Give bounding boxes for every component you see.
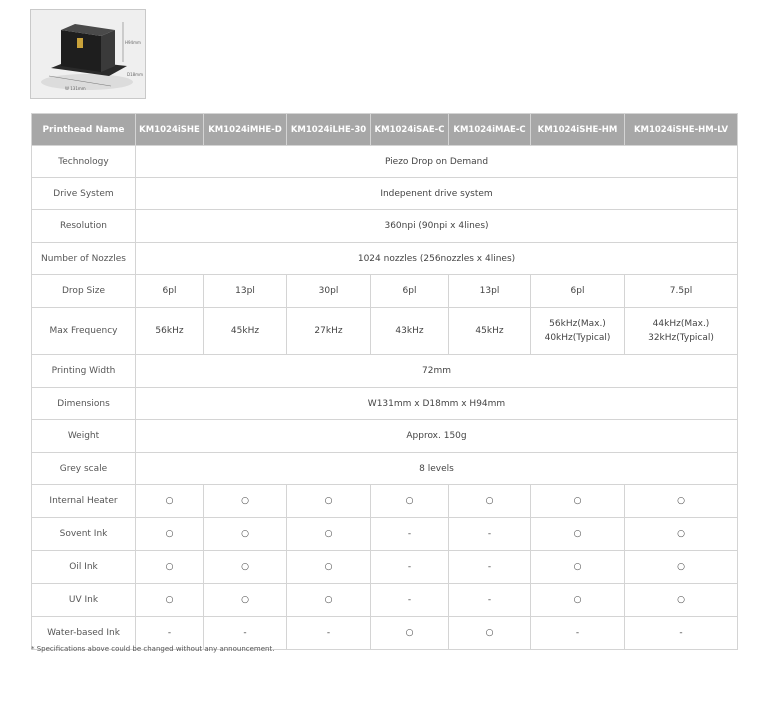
header-model: KM1024iMHE-D bbox=[204, 114, 287, 146]
drop-size-cell: 13pl bbox=[204, 275, 287, 308]
header-model: KM1024iSHE-HM bbox=[531, 114, 625, 146]
compatibility-mark: - bbox=[136, 617, 204, 650]
row-value: 8 levels bbox=[136, 453, 738, 485]
header-model: KM1024iMAE-C bbox=[449, 114, 531, 146]
specification-table bbox=[31, 113, 738, 650]
table-row-grey-scale bbox=[32, 453, 738, 485]
drop-size-cell: 7.5pl bbox=[625, 275, 738, 308]
row-label: Resolution bbox=[32, 210, 136, 243]
row-label: Weight bbox=[32, 420, 136, 453]
table-row-max-frequency bbox=[32, 308, 738, 355]
svg-text:W 131mm: W 131mm bbox=[65, 86, 86, 91]
row-label: Oil Ink bbox=[32, 551, 136, 584]
row-value: Indepenent drive system bbox=[136, 178, 738, 210]
table-row-compatibility bbox=[32, 485, 738, 518]
table-row-resolution bbox=[32, 210, 738, 243]
row-label: Technology bbox=[32, 146, 136, 178]
compatibility-mark: ○ bbox=[625, 485, 738, 518]
header-model: KM1024iSHE-HM-LV bbox=[625, 114, 738, 146]
compatibility-rows bbox=[32, 485, 738, 650]
compatibility-mark: ○ bbox=[449, 617, 531, 650]
table-row-technology bbox=[32, 146, 738, 178]
row-value: Piezo Drop on Demand bbox=[136, 146, 738, 178]
drop-size-cell: 6pl bbox=[371, 275, 449, 308]
table-header-row bbox=[32, 114, 738, 146]
compatibility-mark: ○ bbox=[204, 485, 287, 518]
header-model: KM1024iLHE-30 bbox=[287, 114, 371, 146]
row-label: Drop Size bbox=[32, 275, 136, 308]
compatibility-mark: ○ bbox=[204, 584, 287, 617]
row-value: W131mm x D18mm x H94mm bbox=[136, 388, 738, 420]
header-model: KM1024iSAE-C bbox=[371, 114, 449, 146]
printhead-product-image bbox=[30, 9, 146, 99]
frequency-cell-hm bbox=[531, 308, 625, 355]
compatibility-mark: ○ bbox=[531, 584, 625, 617]
row-label: Sovent Ink bbox=[32, 518, 136, 551]
header-model: KM1024iSHE bbox=[136, 114, 204, 146]
frequency-cell: 27kHz bbox=[287, 308, 371, 355]
compatibility-mark: - bbox=[204, 617, 287, 650]
compatibility-mark: - bbox=[449, 518, 531, 551]
frequency-typical: 40kHz(Typical) bbox=[544, 333, 611, 343]
compatibility-mark: ○ bbox=[531, 518, 625, 551]
compatibility-mark: ○ bbox=[287, 551, 371, 584]
compatibility-mark: - bbox=[371, 551, 449, 584]
frequency-cell: 45kHz bbox=[204, 308, 287, 355]
compatibility-mark: ○ bbox=[136, 551, 204, 584]
row-label: Number of Nozzles bbox=[32, 243, 136, 275]
compatibility-mark: ○ bbox=[136, 518, 204, 551]
compatibility-mark: ○ bbox=[136, 485, 204, 518]
svg-text:H94mm: H94mm bbox=[125, 40, 141, 45]
table-row-compatibility bbox=[32, 518, 738, 551]
compatibility-mark: ○ bbox=[287, 485, 371, 518]
svg-text:D18mm: D18mm bbox=[127, 72, 143, 77]
table-row-drop-size bbox=[32, 275, 738, 308]
compatibility-mark: ○ bbox=[531, 485, 625, 518]
row-value: 72mm bbox=[136, 355, 738, 388]
compatibility-mark: - bbox=[449, 551, 531, 584]
frequency-cell: 56kHz bbox=[136, 308, 204, 355]
compatibility-mark: - bbox=[287, 617, 371, 650]
drop-size-cell: 6pl bbox=[136, 275, 204, 308]
row-value: 1024 nozzles (256nozzles x 4lines) bbox=[136, 243, 738, 275]
compatibility-mark: - bbox=[371, 518, 449, 551]
row-label: Max Frequency bbox=[32, 308, 136, 355]
frequency-cell-hmlv bbox=[625, 308, 738, 355]
footnote: * Specifications above could be changed without any announcement. bbox=[31, 645, 275, 653]
compatibility-mark: ○ bbox=[204, 551, 287, 584]
table-row-drive-system bbox=[32, 178, 738, 210]
compatibility-mark: ○ bbox=[625, 584, 738, 617]
compatibility-mark: ○ bbox=[625, 518, 738, 551]
frequency-max: 44kHz(Max.) bbox=[652, 319, 710, 329]
compatibility-mark: - bbox=[371, 584, 449, 617]
frequency-typical: 32kHz(Typical) bbox=[648, 333, 714, 343]
compatibility-mark: - bbox=[625, 617, 738, 650]
row-label: Internal Heater bbox=[32, 485, 136, 518]
frequency-cell: 45kHz bbox=[449, 308, 531, 355]
compatibility-mark: ○ bbox=[287, 584, 371, 617]
frequency-cell: 43kHz bbox=[371, 308, 449, 355]
compatibility-mark: - bbox=[531, 617, 625, 650]
table-row-dimensions bbox=[32, 388, 738, 420]
drop-size-cell: 6pl bbox=[531, 275, 625, 308]
compatibility-mark: ○ bbox=[371, 485, 449, 518]
row-label: Grey scale bbox=[32, 453, 136, 485]
row-value: Approx. 150g bbox=[136, 420, 738, 453]
table-row-nozzles bbox=[32, 243, 738, 275]
compatibility-mark: ○ bbox=[204, 518, 287, 551]
table-row-compatibility bbox=[32, 551, 738, 584]
row-label: Dimensions bbox=[32, 388, 136, 420]
drop-size-cell: 13pl bbox=[449, 275, 531, 308]
row-label: Printing Width bbox=[32, 355, 136, 388]
header-printhead-name: Printhead Name bbox=[32, 114, 136, 146]
compatibility-mark: ○ bbox=[371, 617, 449, 650]
table-row-compatibility bbox=[32, 584, 738, 617]
row-value: 360npi (90npi x 4lines) bbox=[136, 210, 738, 243]
compatibility-mark: ○ bbox=[531, 551, 625, 584]
table-row-printing-width bbox=[32, 355, 738, 388]
compatibility-mark: ○ bbox=[625, 551, 738, 584]
compatibility-mark: ○ bbox=[136, 584, 204, 617]
drop-size-cell: 30pl bbox=[287, 275, 371, 308]
compatibility-mark: - bbox=[449, 584, 531, 617]
table-row-weight bbox=[32, 420, 738, 453]
compatibility-mark: ○ bbox=[287, 518, 371, 551]
row-label: UV Ink bbox=[32, 584, 136, 617]
row-label: Water-based Ink bbox=[32, 617, 136, 650]
compatibility-mark: ○ bbox=[449, 485, 531, 518]
frequency-max: 56kHz(Max.) bbox=[549, 319, 606, 329]
row-label: Drive System bbox=[32, 178, 136, 210]
